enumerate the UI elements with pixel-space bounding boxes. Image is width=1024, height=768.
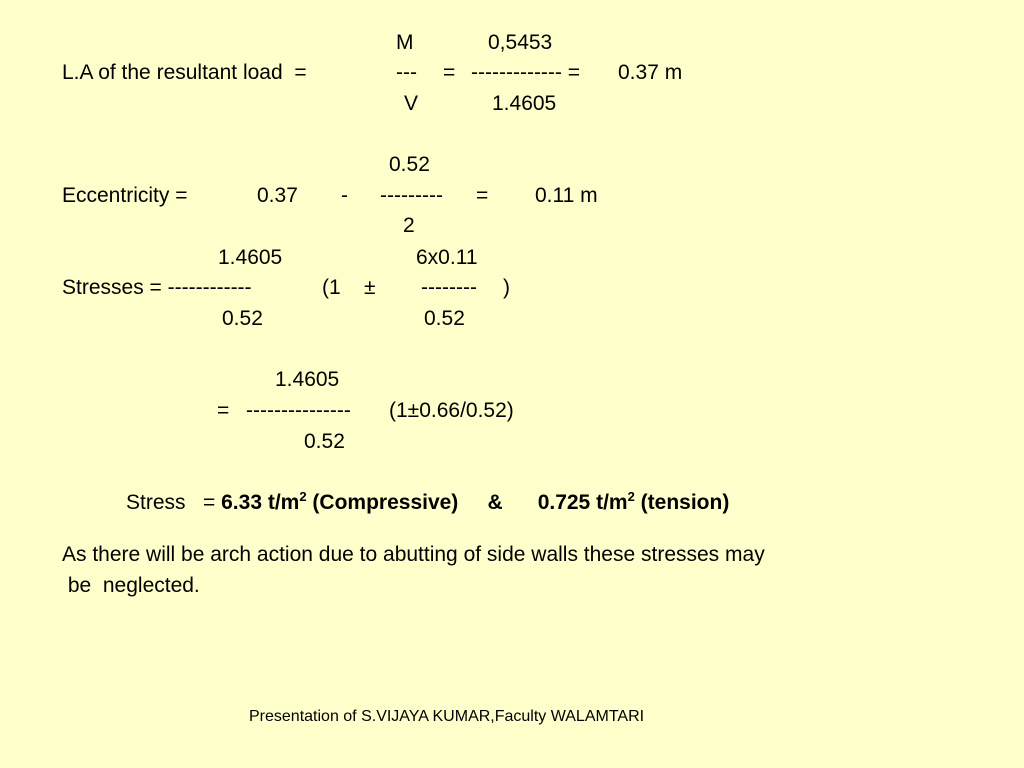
tension-label: (tension) (640, 491, 730, 514)
stresses-dashes: -------- (421, 276, 477, 299)
la-equals: = (443, 61, 456, 84)
step2-numerator: 1.4605 (275, 368, 340, 391)
ampersand: & (487, 491, 503, 514)
la-v-value: 1.4605 (492, 92, 557, 115)
la-m-label: M (396, 31, 414, 54)
step2-denominator: 0.52 (304, 430, 345, 453)
ecc-minus: - (341, 184, 348, 207)
stresses-paren-open: (1 (322, 276, 341, 299)
compressive-exponent: 2 (299, 489, 307, 504)
tension-value: 0.725 t/m (537, 491, 628, 514)
step2-expression: (1±0.66/0.52) (389, 399, 514, 422)
stresses-num1: 1.4605 (218, 246, 283, 269)
result-label: Stress = (126, 491, 216, 514)
stresses-label: Stresses = ------------ (62, 276, 252, 299)
ecc-value: 0.37 (257, 184, 298, 207)
stresses-plus-minus: ± (364, 276, 376, 299)
ecc-numerator: 0.52 (389, 153, 430, 176)
footer-credit: Presentation of S.VIJAYA KUMAR,Faculty WALAMTARI (249, 708, 645, 725)
la-m-value: 0,5453 (488, 31, 553, 54)
ecc-equals: = (476, 184, 489, 207)
ecc-label: Eccentricity = (62, 184, 188, 207)
stresses-paren-close: ) (503, 276, 510, 299)
step2-equals: = (217, 399, 230, 422)
la-dashes-long: ------------- = (471, 61, 581, 84)
note-line-2: be neglected. (62, 574, 200, 597)
la-v-label: V (404, 92, 419, 115)
stresses-den1: 0.52 (222, 307, 263, 330)
stresses-den2: 0.52 (424, 307, 465, 330)
stresses-num2: 6x0.11 (416, 246, 478, 269)
la-dashes-short: --- (396, 61, 417, 84)
note-line-1: As there will be arch action due to abutting of side walls these stresses may (62, 543, 765, 566)
ecc-denominator: 2 (403, 214, 415, 237)
compressive-label: (Compressive) (312, 491, 459, 514)
result-line (126, 489, 730, 514)
ecc-result: 0.11 m (535, 184, 598, 207)
la-result: 0.37 m (618, 61, 683, 84)
tension-exponent: 2 (627, 489, 635, 504)
compressive-value: 6.33 t/m (221, 491, 300, 514)
ecc-dashes: --------- (380, 184, 443, 207)
la-label: L.A of the resultant load = (62, 61, 307, 84)
step2-dashes: --------------- (246, 399, 351, 422)
